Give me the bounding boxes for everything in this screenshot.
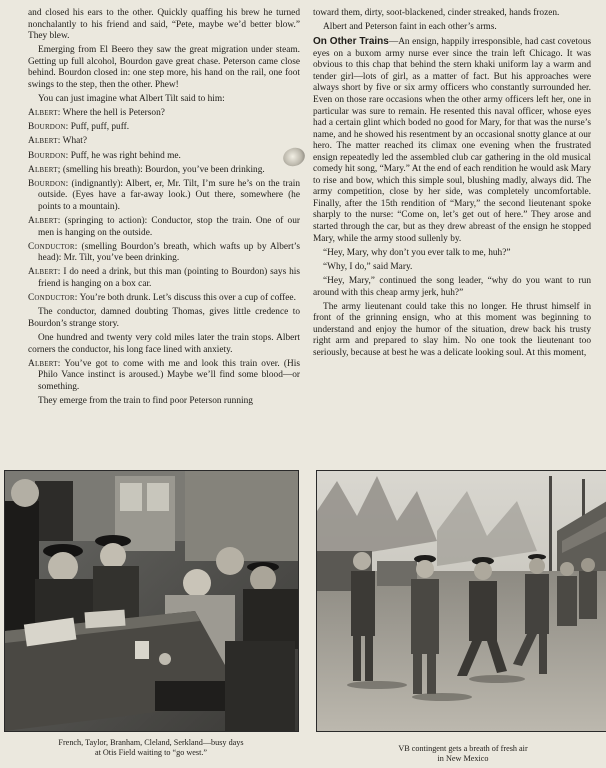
photo-soldiers-by-train	[316, 470, 606, 732]
right-column	[313, 8, 591, 362]
dialogue-line: Albert: You’ve got to come with me and look this train over. (His Philo Vance instinct is aroused.) Maybe we’ll find some blood—or something.	[28, 358, 300, 392]
paragraph: Emerging from El Beero they saw the great migration under steam. Getting up full alcohol, Bourdon gave great chase. Peterson came close behind. Bourdon closed in: one step more, his hand on the rail, one foot swings to the step, then the other. Phew!	[28, 45, 300, 90]
dialogue-line: Albert: (springing to action): Conductor, stop the train. One of our men is hanging on the outside.	[28, 216, 300, 238]
section-paragraph: On Other Trains—An ensign, happily irresponsible, had cast covetous eyes on a buxom army nurse ever since the train left Chicago. It was obvious to this chap that behind the stern khaki uniform lay a warm and tender girl—lots of girl, as a matter of fact. But his approaches were always short by five or six army officers who constantly surrounded her. Even on those rare occasions when the other army officers left her, one in particular was sure to remain. He resented this naval officer, whose eyes had a certain glint which boded no good for Mary, for that was the nurse’s name, and he showed his resentment by an occasional snotty glance at our hero. The matter reached its climax one evening when the frustrated ensign repeatedly led the assembled club car gathering in the old musical comedy hit song, “Mary.” At the end of each rendition he would ask Mary to rise and bow, which this simple soul, blushing madly, always did. The army competition, close by her side, was completely uncomfortable. Finally, after the 15th rendition of “Mary,” the second lieutenant spoke sharply to the nurse: “Come on, let’s get out of here.” They arose and started through the car, but as they drew abreast of the ensign he stopped Mary, while the army stood sullenly by.	[313, 36, 591, 244]
photo-officers-at-table	[4, 470, 299, 732]
dialogue-line: Albert: Where the hell is Peterson?	[28, 108, 165, 119]
dialogue-line: Bourdon: Puff, puff, puff.	[28, 122, 130, 133]
caption-right: VB contingent gets a breath of fresh air in New Mexico	[398, 744, 528, 763]
paragraph: Albert and Peterson faint in each other’s arms.	[323, 22, 497, 33]
paragraph: You can just imagine what Albert Tilt said to him:	[38, 94, 225, 105]
paragraph: “Hey, Mary,” continued the song leader, “why do you want to run around with this cheap army jerk, huh?”	[313, 276, 591, 298]
dialogue-line: Bourdon: Puff, he was right behind me.	[28, 150, 181, 161]
paragraph: “Why, I do,” said Mary.	[323, 261, 413, 272]
caption-left: French, Taylor, Branham, Cleland, Serkland—busy days at Otis Field waiting to “go west.”	[58, 738, 244, 757]
left-column	[28, 8, 300, 410]
paragraph: “Hey, Mary, why don’t you ever talk to me, huh?”	[323, 247, 511, 258]
paragraph: The army lieutenant could take this no longer. He thrust himself in front of the grinning ensign, who at this moment was beginning to understand and enjoy the humor of the situation, drew back his trusty right arm and prepared to slay him. No one took the lieutenant too seriously, because at best he was a delicate looking soul. At this moment,	[313, 301, 591, 358]
dialogue-line: Albert: I do need a drink, but this man (pointing to Bourdon) says his friend is hanging on a box car.	[28, 267, 300, 290]
paragraph: and closed his ears to the other. Quickly quaffing his brew he turned nonchalantly to his friend and said, “Pete, maybe we’d better blow.” They blew.	[28, 8, 300, 42]
dialogue-line: Bourdon: (indignantly): Albert, er, Mr. Tilt, I’m sure he’s on the train outside. (Eyes have a far-away look.) Out there, somewhere (he points to a mountain).	[28, 178, 300, 212]
dialogue-line: Albert; (smelling his breath): Bourdon, you’ve been drinking.	[28, 164, 265, 175]
paragraph: They emerge from the train to find poor Peterson running	[38, 395, 253, 406]
dialogue-line: Conductor: (smelling Bourdon’s breath, which wafts up by Albert’s head): Mr. Tilt, you’ve been drinking.	[28, 241, 300, 264]
dialogue-line: Conductor: You’re both drunk. Let’s discuss this over a cup of coffee.	[28, 293, 296, 304]
dialogue-line: Albert: What?	[28, 136, 88, 147]
section-title: On Other Trains	[313, 36, 389, 48]
paragraph: The conductor, damned doubting Thomas, gives little credence to Bourdon’s strange story.	[28, 307, 300, 329]
paragraph: One hundred and twenty very cold miles later the train stops. Albert corners the conductor, his long face lined with anxiety.	[28, 332, 300, 355]
paragraph: toward them, dirty, soot-blackened, cinder streaked, hands frozen.	[313, 8, 560, 18]
